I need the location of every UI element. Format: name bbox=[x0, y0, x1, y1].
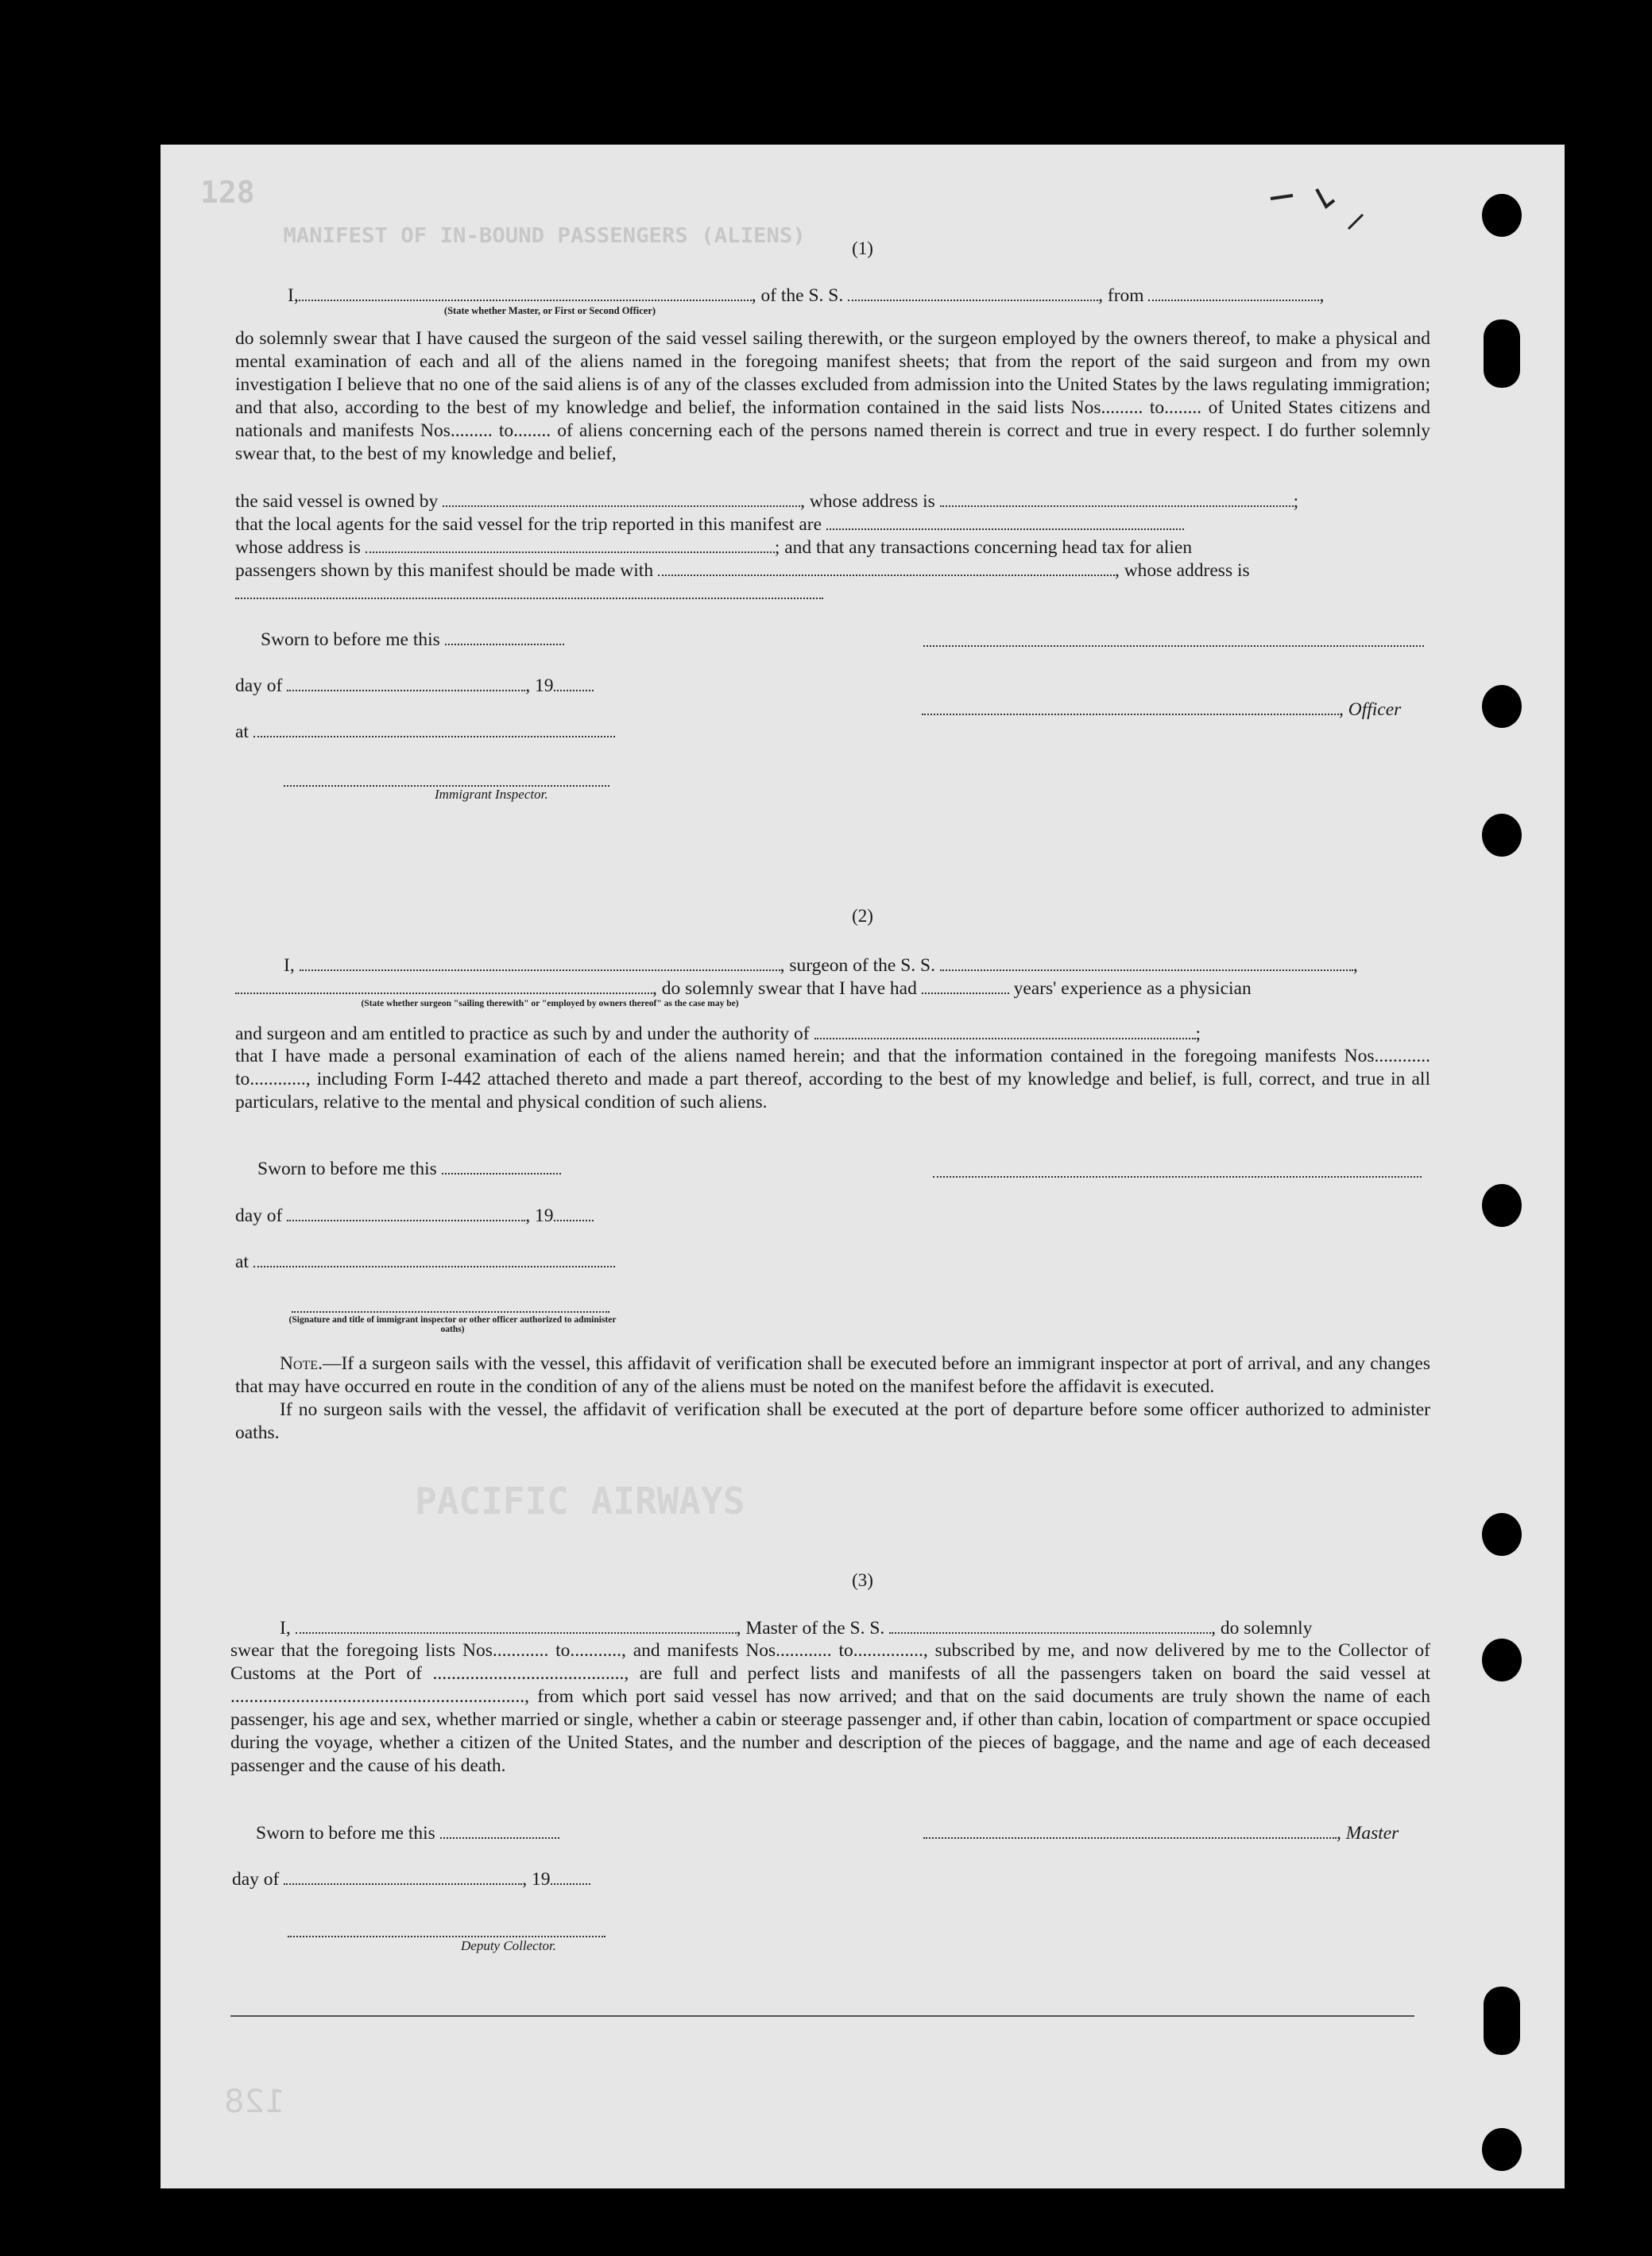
section-1-oath-text: do solemnly swear that I have caused the surgeon of the said vessel sailing therewith, or the surgeon employed by the owners thereof, to make a physical and mental examination of each and all of the aliens named in the foregoing manifest sheets; that from the report of the said surgeon and from my own investigation I believe that no one of the said aliens is of any of the classes excluded from admission into the United States by the laws regulating immigration; and that also, according to the best of my knowledge and belief, the information contained in the said lists Nos......... to........ of United States citizens and nationals and manifests Nos......... to........ of aliens concerning each of the persons named therein is correct and true in every respect. I do further solemnly swear that, to the best of my knowledge and belief, bbox=[235, 328, 1430, 464]
section-2-second-line: , do solemnly swear that I have had years' experience as a physician bbox=[235, 977, 1252, 1000]
note-second-paragraph: If no surgeon sails with the vessel, the affidavit of verification shall be executed at the port of departure before some officer authorized to administer oaths. bbox=[235, 1399, 1430, 1443]
section-1-continuation-rule bbox=[235, 598, 823, 599]
note-text: —If a surgeon sails with the vessel, this affidavit of verification shall be executed before an immigrant inspector at port of arrival, and any changes that may have occurred en route in the condition of any of the aliens must be noted on the manifest before the affidavit is executed. bbox=[235, 1353, 1430, 1397]
section-1-number: (1) bbox=[852, 238, 873, 258]
section-2-authority-line: and surgeon and am entitled to practice as such by and under the authority of ; bbox=[235, 1024, 1201, 1044]
section-3-body bbox=[230, 1639, 1430, 1778]
section-2-note bbox=[235, 1352, 1430, 1445]
section-2-day-line: day of , 19 bbox=[235, 1204, 594, 1228]
section-1-inspector-label: Immigrant Inspector. bbox=[435, 787, 548, 802]
section-3-first-line: I, , Master of the S. S. , do solemnly bbox=[280, 1618, 1313, 1639]
section-3-sworn-line: Sworn to before me this bbox=[256, 1821, 559, 1845]
pen-mark-icon bbox=[1269, 183, 1364, 230]
section-1-at-line: at bbox=[235, 720, 615, 744]
section-3-day-line: day of , 19 bbox=[232, 1867, 590, 1891]
bleed-through-top-number: 128 bbox=[200, 175, 255, 210]
punch-hole bbox=[1482, 685, 1522, 728]
punch-hole bbox=[1482, 1639, 1522, 1681]
section-3-number: (3) bbox=[852, 1570, 873, 1590]
section-2-oath-text: that I have made a personal examination of each of the aliens named herein; and that the information contained in the foregoing manifests Nos............ to............, including Form I-442 attached thereto and made a part thereof, according to the best of my knowledge and belief, is full, correct, and true in all particulars, relative to the mental and physical condition of such aliens. bbox=[235, 1046, 1430, 1113]
punch-hole bbox=[1482, 2128, 1522, 2171]
punch-hole bbox=[1482, 194, 1522, 237]
punch-hole bbox=[1484, 319, 1520, 388]
note-label: Note. bbox=[280, 1353, 323, 1374]
section-1-officer-note: (State whether Master, or First or Second Officer) bbox=[443, 305, 656, 316]
bleed-through-header: MANIFEST OF IN-BOUND PASSENGERS (ALIENS) bbox=[283, 224, 806, 248]
section-1-first-line: I, , of the S. S. , from , bbox=[288, 285, 1325, 306]
section-2-witness-note: (Signature and title of immigrant inspector or other officer authorized to administer oaths) bbox=[288, 1315, 617, 1334]
section-1-sworn-line: Sworn to before me this bbox=[261, 628, 564, 652]
section-1-agents-line: that the local agents for the said vessel for the trip reported in this manifest are bbox=[235, 513, 1184, 536]
bottom-rule bbox=[230, 2015, 1414, 2017]
section-2-first-line: I, , surgeon of the S. S. , bbox=[284, 955, 1358, 976]
section-1-passengers-line: passengers shown by this manifest should be made with , whose address is bbox=[235, 560, 1250, 581]
section-3-collector-rule bbox=[288, 1936, 605, 1937]
section-2-surgeon-signature-rule bbox=[933, 1176, 1422, 1178]
bleed-through-stamp: PACIFIC AIRWAYS bbox=[415, 1480, 745, 1523]
section-3-master-line: , Master bbox=[923, 1821, 1399, 1845]
section-2-number: (2) bbox=[852, 906, 873, 926]
section-1-address-line: whose address is ; and that any transactions concerning head tax for alien bbox=[235, 537, 1193, 558]
punch-hole bbox=[1482, 1184, 1522, 1227]
punch-hole bbox=[1482, 1513, 1522, 1556]
section-2-at-line: at bbox=[235, 1250, 615, 1274]
section-1-owner-line: the said vessel is owned by , whose address is ; bbox=[235, 491, 1299, 512]
punch-hole bbox=[1484, 1987, 1520, 2055]
punch-hole bbox=[1482, 814, 1522, 857]
section-2-surgeon-note: (State whether surgeon "sailing therewith" or "employed by owners thereof" as the case may be) bbox=[361, 999, 739, 1008]
section-2-witness-rule bbox=[292, 1311, 609, 1313]
document-page bbox=[161, 145, 1565, 2188]
section-3-oath-text: swear that the foregoing lists Nos............ to..........., and manifests Nos............ to..............., subscribed by me, and now delivered by me to the Collector of Customs at the Port of ........................................., are full and perfect lists and manifests of all the passengers taken on board the said vessel at ..............................................................., from which port said vessel has now arrived; and that on the said documents are truly shown the name of each passenger, his age and sex, whether married or single, whether a cabin or steerage passenger and, if other than cabin, location of compartment or space occupied during the voyage, whether a citizen of the United States, and the number and description of the pieces of baggage, and the name and age of each deceased passenger and the cause of his death. bbox=[230, 1640, 1430, 1776]
section-2-body bbox=[235, 1045, 1430, 1114]
bleed-through-bottom-number: 128 bbox=[224, 2084, 285, 2120]
section-1-body bbox=[235, 327, 1430, 466]
section-2-sworn-line: Sworn to before me this bbox=[257, 1157, 561, 1181]
section-1-officer-line: , Officer bbox=[922, 698, 1401, 722]
section-1-day-line: day of , 19 bbox=[235, 674, 594, 698]
section-1-officer-signature-rule bbox=[923, 645, 1424, 647]
section-3-collector-label: Deputy Collector. bbox=[461, 1938, 556, 1953]
